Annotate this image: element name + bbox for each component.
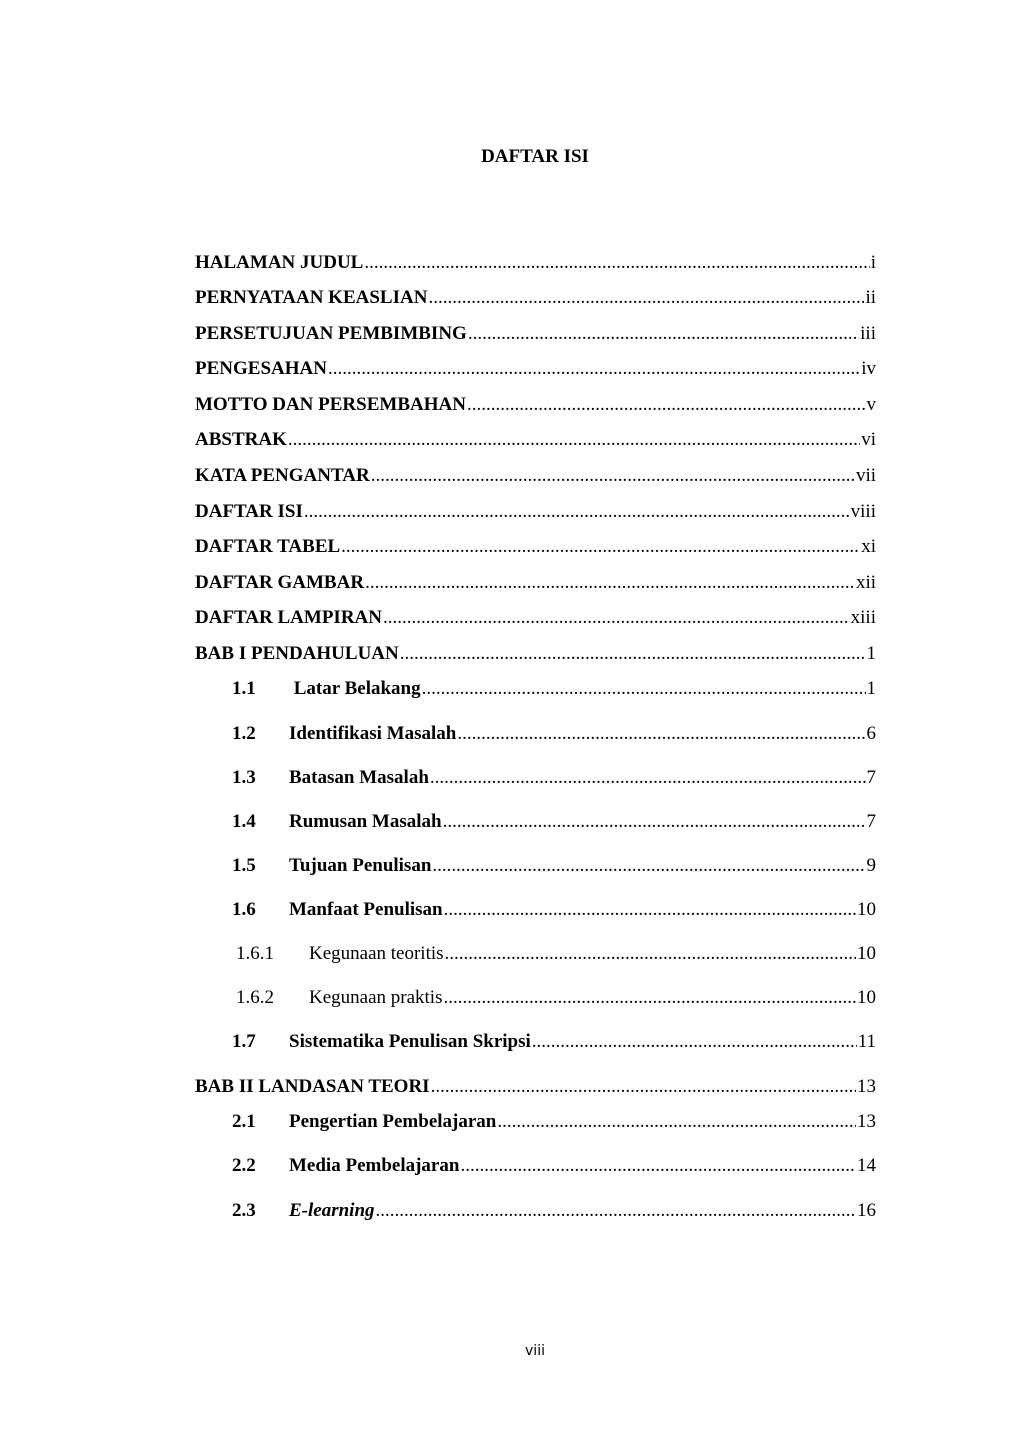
toc-page: i	[870, 252, 876, 273]
toc-label: Sistematika Penulisan Skripsi	[289, 1031, 531, 1052]
toc-label: Tujuan Penulisan	[289, 855, 432, 876]
toc-page: viii	[850, 501, 876, 522]
toc-entry-1-7[interactable]	[232, 1029, 876, 1055]
toc-page: 13	[857, 1111, 876, 1132]
toc-number: 1.4	[232, 811, 256, 832]
toc-label: PERNYATAAN KEASLIAN	[195, 287, 428, 308]
dot-leader	[430, 765, 866, 791]
toc-number: 1.6.1	[236, 943, 274, 964]
toc-page: 11	[857, 1031, 876, 1052]
toc-label: Batasan Masalah	[289, 767, 429, 788]
toc-label: Kegunaan praktis	[309, 987, 443, 1008]
dot-leader	[422, 676, 866, 702]
toc-label: DAFTAR GAMBAR	[195, 572, 365, 593]
toc-entry-daftar-gambar[interactable]	[195, 570, 876, 596]
dot-leader	[445, 941, 856, 967]
toc-entry-halaman-judul[interactable]	[195, 250, 876, 276]
toc-label: Manfaat Penulisan	[289, 899, 443, 920]
toc-page: 1	[866, 643, 876, 664]
toc-page: vi	[861, 429, 876, 450]
toc-page: 14	[857, 1155, 876, 1176]
toc-entry-bab-1[interactable]	[195, 641, 876, 667]
page-number: viii	[525, 1343, 545, 1359]
toc-page: 16	[857, 1200, 876, 1221]
dot-leader	[443, 809, 866, 835]
toc-label: BAB I PENDAHULUAN	[195, 643, 399, 664]
toc-label: Identifikasi Masalah	[289, 723, 457, 744]
toc-page: iv	[861, 358, 876, 379]
toc-page: vii	[855, 465, 876, 486]
toc-label: DAFTAR LAMPIRAN	[195, 607, 382, 628]
toc-entry-bab-2[interactable]	[195, 1074, 876, 1100]
dot-leader	[376, 1198, 856, 1224]
toc-number: 1.3	[232, 767, 256, 788]
toc-page: xi	[861, 536, 876, 557]
toc-label: PERSETUJUAN PEMBIMBING	[195, 323, 467, 344]
toc-label: HALAMAN JUDUL	[195, 252, 364, 273]
dot-leader	[364, 250, 869, 276]
dot-leader	[467, 392, 866, 418]
toc-label: MOTTO DAN PERSEMBAHAN	[195, 394, 466, 415]
toc-label: BAB II LANDASAN TEORI	[195, 1076, 430, 1097]
toc-number: 2.2	[232, 1155, 256, 1176]
toc-label: Rumusan Masalah	[289, 811, 442, 832]
dot-leader	[432, 853, 865, 879]
toc-number: 2.1	[232, 1111, 256, 1132]
dot-leader	[444, 897, 856, 923]
toc-entry-1-2[interactable]	[232, 721, 876, 747]
toc-entry-1-6[interactable]	[232, 897, 876, 923]
toc-label: Latar Belakang	[289, 678, 421, 699]
dot-leader	[328, 356, 860, 382]
toc-entry-daftar-isi[interactable]	[195, 499, 876, 525]
toc-page: 6	[866, 723, 876, 744]
toc-number: 1.7	[232, 1031, 256, 1052]
toc-entry-2-2[interactable]	[232, 1153, 876, 1179]
dot-leader	[443, 985, 856, 1011]
toc-page: 10	[857, 899, 876, 920]
dot-leader	[288, 427, 860, 453]
toc-page: 7	[866, 767, 876, 788]
toc-entry-1-3[interactable]	[232, 765, 876, 791]
dot-leader	[304, 499, 850, 525]
toc-entry-persetujuan-pembimbing[interactable]	[195, 321, 876, 347]
toc-number: 1.6	[232, 899, 256, 920]
toc-entry-daftar-tabel[interactable]	[195, 534, 876, 560]
dot-leader	[383, 605, 850, 631]
toc-entry-kata-pengantar[interactable]	[195, 463, 876, 489]
toc-label: E-learning	[289, 1200, 375, 1221]
toc-page: v	[866, 394, 876, 415]
toc-entry-1-5[interactable]	[232, 853, 876, 879]
dot-leader	[371, 463, 855, 489]
dot-leader	[400, 641, 866, 667]
toc-page: 13	[857, 1076, 876, 1097]
toc-entry-1-6-1[interactable]	[236, 941, 876, 967]
toc-page: 10	[857, 943, 876, 964]
toc-label: Media Pembelajaran	[289, 1155, 460, 1176]
dot-leader	[428, 285, 864, 311]
toc-label: PENGESAHAN	[195, 358, 327, 379]
toc-page: ii	[865, 287, 876, 308]
toc-number: 1.5	[232, 855, 256, 876]
toc-label: Pengertian Pembelajaran	[289, 1111, 497, 1132]
toc-entry-daftar-lampiran[interactable]	[195, 605, 876, 631]
toc-label: ABSTRAK	[195, 429, 287, 450]
toc-label: KATA PENGANTAR	[195, 465, 370, 486]
toc-page: 1	[866, 678, 876, 699]
toc-entry-abstrak[interactable]	[195, 427, 876, 453]
dot-leader	[365, 570, 855, 596]
dot-leader	[457, 721, 865, 747]
toc-entry-1-1[interactable]	[232, 676, 876, 702]
toc-number: 1.1	[232, 678, 256, 699]
toc-entry-pengesahan[interactable]	[195, 356, 876, 382]
toc-entry-1-6-2[interactable]	[236, 985, 876, 1011]
toc-label: DAFTAR ISI	[195, 501, 303, 522]
toc-number: 1.6.2	[236, 987, 274, 1008]
toc-label: Kegunaan teoritis	[309, 943, 444, 964]
toc-page: 10	[857, 987, 876, 1008]
dot-leader	[341, 534, 860, 560]
toc-entry-2-1[interactable]	[232, 1109, 876, 1135]
dot-leader	[497, 1109, 856, 1135]
toc-label: DAFTAR TABEL	[195, 536, 341, 557]
toc-entry-1-4[interactable]	[232, 809, 876, 835]
toc-entry-motto[interactable]	[195, 392, 876, 418]
toc-page: xii	[855, 572, 876, 593]
dot-leader	[468, 321, 859, 347]
toc-number: 1.2	[232, 723, 256, 744]
dot-leader	[532, 1029, 857, 1055]
page-title: DAFTAR ISI	[481, 146, 589, 167]
toc-entry-2-3[interactable]	[232, 1198, 876, 1224]
dot-leader	[460, 1153, 856, 1179]
toc-page: xiii	[850, 607, 876, 628]
toc-number: 2.3	[232, 1200, 256, 1221]
dot-leader	[431, 1074, 856, 1100]
toc-page: 7	[866, 811, 876, 832]
toc-entry-pernyataan-keaslian[interactable]	[195, 285, 876, 311]
toc-page: iii	[860, 323, 876, 344]
toc-page: 9	[866, 855, 876, 876]
